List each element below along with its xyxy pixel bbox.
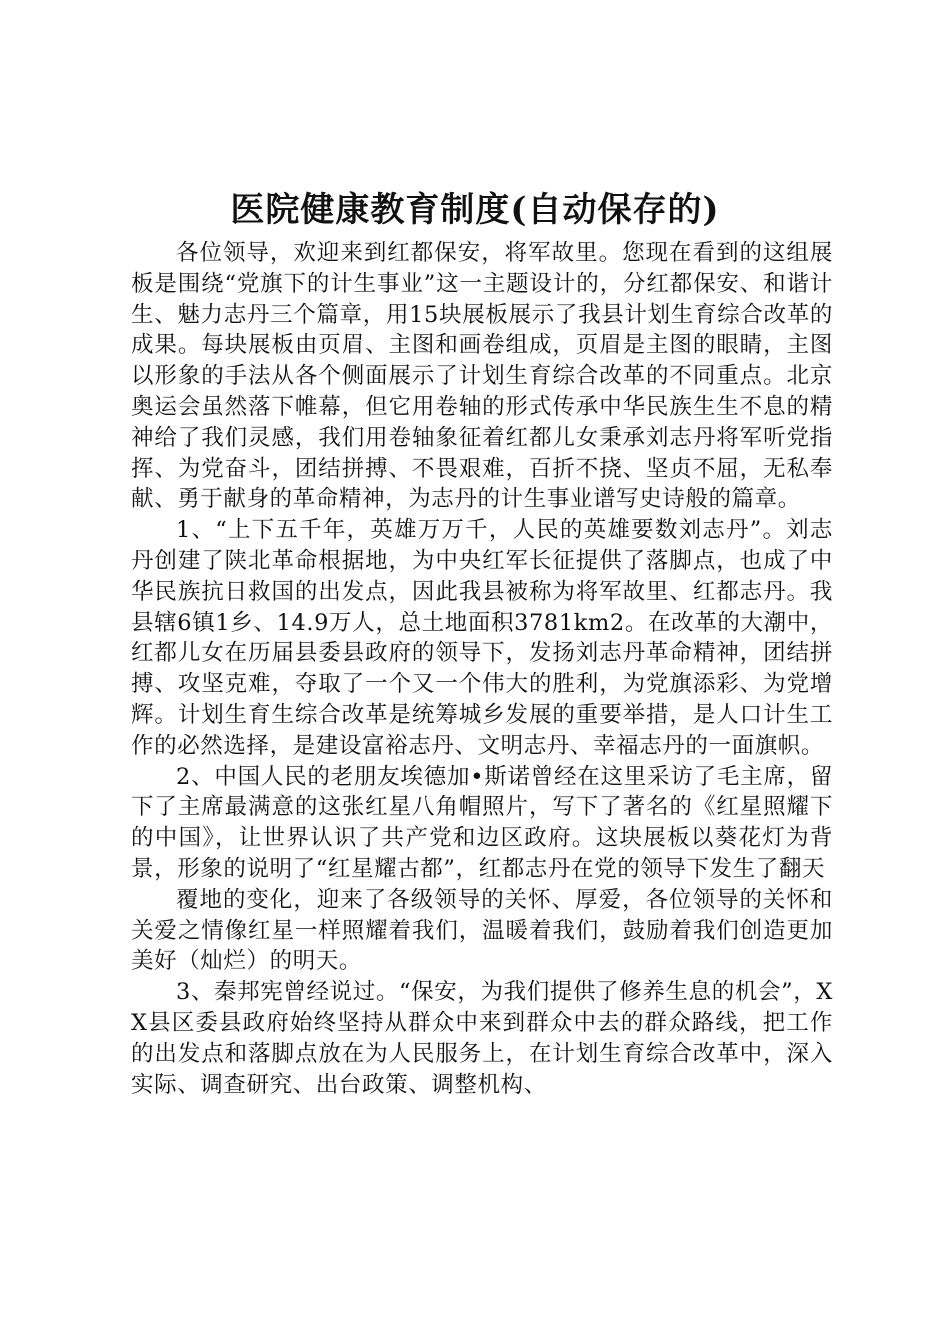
paragraph-1: 1、“上下五千年，英雄万万千，人民的英雄要数刘志丹”。刘志丹创建了陕北革命根据地，为中央红军长征提供了落脚点，也成了中华民族抗日救国的出发点，因此我县被称为将军故里、红都志丹。我县辖6镇1乡、14.9万人，总土地面积3781km2。在改革的大潮中，红都儿女在历届县委县政府的领导下，发扬刘志丹革命精神，团结拼搏、攻坚克难，夺取了一个又一个伟大的胜利，为党旗添彩、为党增辉。计划生育生综合改革是统筹城乡发展的重要举措，是人口计生工作的必然选择，是建设富裕志丹、文明志丹、幸福志丹的一面旗帜。 (131, 517, 833, 759)
paragraph-intro: 各位领导，欢迎来到红都保安，将军故里。您现在看到的这组展板是围绕“党旗下的计生事业”这一主题设计的，分红都保安、和谐计生、魅力志丹三个篇章，用15块展板展示了我县计划生育综合改革的成果。每块展板由页眉、主图和画卷组成，页眉是主图的眼睛，主图以形象的手法从各个侧面展示了计划生育综合改革的不同重点。北京奥运会虽然落下帷幕，但它用卷轴的形式传承中华民族生生不息的精神给了我们灵感，我们用卷轴象征着红都儿女秉承刘志丹将军听党指挥、为党奋斗，团结拼搏、不畏艰难，百折不挠、坚贞不屈，无私奉献、勇于献身的革命精神，为志丹的计生事业谱写史诗般的篇章。 (131, 240, 833, 513)
paragraph-2-continued: 覆地的变化，迎来了各级领导的关怀、厚爱，各位领导的关怀和关爱之情像红星一样照耀着我们，温暖着我们，鼓励着我们创造更加美好（灿烂）的明天。 (131, 886, 833, 975)
document-body (131, 238, 833, 1100)
document-title: 医院健康教育制度(自动保存的) (230, 190, 720, 230)
paragraph-3: 3、秦邦宪曾经说过。“保安，为我们提供了修养生息的机会”，XX县区委县政府始终坚持从群众中来到群众中去的群众路线，把工作的出发点和落脚点放在为人民服务上，在计划生育综合改革中，深入实际、调查研究、出台政策、调整机构、 (131, 979, 833, 1098)
paragraph-2: 2、中国人民的老朋友埃德加•斯诺曾经在这里采访了毛主席，留下了主席最满意的这张红星八角帽照片，写下了著名的《红星照耀下的中国》，让世界认识了共产党和边区政府。这块展板以葵花灯为背景，形象的说明了“红星耀古都”，红都志丹在党的领导下发生了翻天 (131, 763, 833, 882)
